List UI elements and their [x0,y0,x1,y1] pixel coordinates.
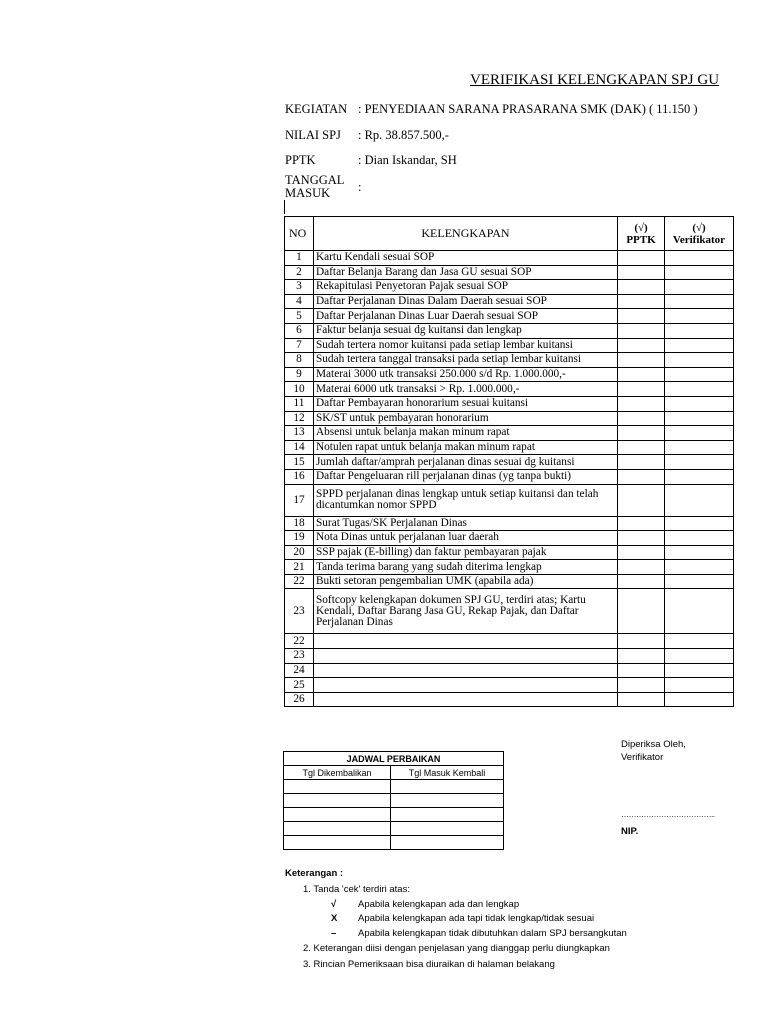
table-row [285,649,734,664]
row-number: 10 [285,382,314,397]
table-row [285,411,734,426]
row-number: 7 [285,338,314,353]
signature-dots: ……………………………….. [621,810,715,819]
verifikator-check-cell[interactable] [665,678,734,693]
jadwal-cell[interactable] [284,794,391,808]
table-row [285,338,734,353]
row-number: 12 [285,411,314,426]
table-row [285,469,734,484]
row-item-text: Daftar Perjalanan Dinas Dalam Daerah sesuai SOP [314,294,618,309]
pptk-check-cell[interactable] [618,426,665,441]
pptk-label: PPTK [285,153,316,167]
row-item-text: Faktur belanja sesuai dg kuitansi dan lengkap [314,323,618,338]
header-pptk-label: PPTK [626,233,656,246]
jadwal-cell[interactable] [391,794,504,808]
row-number: 17 [285,484,314,516]
pptk-check-cell[interactable] [618,353,665,368]
row-item-text [314,649,618,664]
table-row [285,678,734,693]
row-item-text: Daftar Belanja Barang dan Jasa GU sesuai SOP [314,265,618,280]
row-item-text: Daftar Pengeluaran rill perjalanan dinas (yg tanpa bukti) [314,469,618,484]
table-row [285,663,734,678]
row-item-text: Nota Dinas untuk perjalanan luar daerah [314,531,618,546]
row-number: 19 [285,531,314,546]
row-number: 23 [285,649,314,664]
jadwal-cell[interactable] [284,780,391,794]
row-item-text: Sudah tertera tanggal transaksi pada setiap lembar kuitansi [314,353,618,368]
row-number: 26 [285,692,314,707]
row-item-text: Daftar Pembayaran honorarium sesuai kuitansi [314,396,618,411]
table-row [285,265,734,280]
verifikator-check-cell[interactable] [665,516,734,531]
row-item-text: Daftar Perjalanan Dinas Luar Daerah sesuai SOP [314,309,618,324]
verifikator-check-cell[interactable] [665,649,734,664]
row-item-text [314,692,618,707]
pptk-check-cell[interactable] [618,516,665,531]
verifikator-check-cell[interactable] [665,396,734,411]
row-item-text [314,634,618,649]
verifikator-check-cell[interactable] [665,323,734,338]
jadwal-cell[interactable] [391,808,504,822]
verifikator-check-cell[interactable] [665,545,734,560]
pptk-check-cell[interactable] [618,411,665,426]
pptk-check-cell[interactable] [618,560,665,575]
pptk-check-cell[interactable] [618,574,665,589]
check-symbol: √ [331,899,337,910]
jadwal-cell[interactable] [391,780,504,794]
verifikator-check-cell[interactable] [665,692,734,707]
kegiatan-label: KEGIATAN [285,102,348,116]
table-row [285,589,734,634]
verifikator-check-cell[interactable] [665,265,734,280]
tanggal-value: : [358,180,362,194]
pptk-check-cell[interactable] [618,692,665,707]
row-item-text: SK/ST untuk pembayaran honorarium [314,411,618,426]
pptk-check-cell[interactable] [618,484,665,516]
pptk-check-cell[interactable] [618,678,665,693]
row-item-text: Jumlah daftar/amprah perjalanan dinas sesuai dg kuitansi [314,455,618,470]
table-row [285,560,734,575]
row-number: 23 [285,589,314,634]
table-row [285,574,734,589]
verifikator-check-cell[interactable] [665,574,734,589]
pptk-check-cell[interactable] [618,440,665,455]
jadwal-col-dikembalikan: Tgl Dikembalikan [284,766,391,780]
row-number: 8 [285,353,314,368]
row-item-text: Rekapitulasi Penyetoran Pajak sesuai SOP [314,280,618,295]
table-row [285,634,734,649]
jadwal-perbaikan-table [283,751,504,850]
verifikator-check-cell[interactable] [665,382,734,397]
verifikator-check-cell[interactable] [665,440,734,455]
row-number: 6 [285,323,314,338]
jadwal-cell[interactable] [284,836,391,850]
verifikator-check-cell[interactable] [665,531,734,546]
row-item-text: Sudah tertera nomor kuitansi pada setiap lembar kuitansi [314,338,618,353]
verifikator-label: Verifikator [621,752,664,763]
row-number: 24 [285,663,314,678]
pptk-check-cell[interactable] [618,367,665,382]
verifikator-check-cell[interactable] [665,469,734,484]
row-number: 13 [285,426,314,441]
keterangan-heading: Keterangan : [285,868,344,879]
row-item-text: SSP pajak (E-billing) dan faktur pembayaran pajak [314,545,618,560]
row-item-text: Notulen rapat untuk belanja makan minum rapat [314,440,618,455]
verifikator-check-cell[interactable] [665,589,734,634]
pptk-check-cell[interactable] [618,634,665,649]
kegiatan-value: : PENYEDIAAN SARANA PRASARANA SMK (DAK) ( 11.150 ) [358,102,698,116]
note-item-1: 1. Tanda 'cek' terdiri atas: [303,884,410,895]
note-sub-cross: Apabila kelengkapan ada tapi tidak lengkap/tidak sesuai [358,913,595,924]
row-item-text: Materai 6000 utk transaksi > Rp. 1.000.000,- [314,382,618,397]
note-sub-check: Apabila kelengkapan ada dan lengkap [358,899,520,910]
note-item-3: 3. Rincian Pemeriksaan bisa diuraikan di halaman belakang [303,959,555,970]
table-row [285,309,734,324]
row-item-text: Bukti setoran pengembalian UMK (apabila ada) [314,574,618,589]
verifikator-check-cell[interactable] [665,484,734,516]
table-row [285,353,734,368]
jadwal-col-masuk-kembali: Tgl Masuk Kembali [391,766,504,780]
jadwal-title: JADWAL PERBAIKAN [284,752,504,766]
pptk-check-cell[interactable] [618,265,665,280]
tanggal-label-line2: MASUK [285,186,331,200]
pptk-check-cell[interactable] [618,589,665,634]
pptk-check-cell[interactable] [618,338,665,353]
pptk-check-cell[interactable] [618,663,665,678]
margin-line [284,200,285,214]
row-number: 11 [285,396,314,411]
header-kelengkapan: KELENGKAPAN [314,217,618,251]
row-number: 22 [285,574,314,589]
table-row [285,251,734,266]
header-verifikator [665,217,734,251]
verifikator-check-cell[interactable] [665,455,734,470]
verifikator-check-cell[interactable] [665,411,734,426]
row-number: 4 [285,294,314,309]
table-row [285,531,734,546]
row-number: 3 [285,280,314,295]
verifikator-check-cell[interactable] [665,560,734,575]
jadwal-cell[interactable] [284,822,391,836]
pptk-check-cell[interactable] [618,280,665,295]
diperiksa-oleh: Diperiksa Oleh, [621,739,686,750]
row-number: 14 [285,440,314,455]
verifikator-check-cell[interactable] [665,309,734,324]
nilai-spj-label: NILAI SPJ [285,128,341,142]
verifikator-check-cell[interactable] [665,426,734,441]
pptk-check-cell[interactable] [618,309,665,324]
pptk-check-cell[interactable] [618,649,665,664]
nip-label: NIP. [621,826,639,837]
verifikator-check-cell[interactable] [665,353,734,368]
note-sub-dash: Apabila kelengkapan tidak dibutuhkan dalam SPJ bersangkutan [358,928,627,939]
checklist-table [284,216,734,707]
pptk-check-cell[interactable] [618,469,665,484]
table-row [285,323,734,338]
row-number: 1 [285,251,314,266]
table-row [285,484,734,516]
pptk-check-cell[interactable] [618,251,665,266]
tanggal-label-line1: TANGGAL [285,173,345,187]
pptk-check-cell[interactable] [618,396,665,411]
table-row [285,426,734,441]
pptk-check-cell[interactable] [618,323,665,338]
jadwal-cell[interactable] [391,836,504,850]
row-number: 25 [285,678,314,693]
pptk-check-cell[interactable] [618,382,665,397]
pptk-check-cell[interactable] [618,545,665,560]
pptk-check-cell[interactable] [618,531,665,546]
verifikator-check-cell[interactable] [665,251,734,266]
row-number: 5 [285,309,314,324]
header-verifikator-label: Verifikator [672,233,726,246]
jadwal-cell[interactable] [284,808,391,822]
row-item-text [314,663,618,678]
header-no: NO [285,217,314,251]
table-row [285,516,734,531]
row-item-text: Absensi untuk belanja makan minum rapat [314,426,618,441]
row-number: 9 [285,367,314,382]
row-number: 16 [285,469,314,484]
header-pptk [618,217,665,251]
table-row [285,455,734,470]
document-title: VERIFIKASI KELENGKAPAN SPJ GU [470,72,720,88]
pptk-check-cell[interactable] [618,455,665,470]
row-item-text: Surat Tugas/SK Perjalanan Dinas [314,516,618,531]
table-row [285,545,734,560]
row-item-text: Kartu Kendali sesuai SOP [314,251,618,266]
verifikator-check-cell[interactable] [665,280,734,295]
row-item-text: Softcopy kelengkapan dokumen SPJ GU, terdiri atas; Kartu Kendali, Daftar Barang Jasa GU, Rekap Pajak, dan Daftar Perjalanan Dinas [314,589,618,634]
table-row [285,294,734,309]
table-row [285,280,734,295]
row-number: 21 [285,560,314,575]
cross-symbol: X [331,913,338,924]
verifikator-check-cell[interactable] [665,634,734,649]
pptk-value: : Dian Iskandar, SH [358,153,457,167]
jadwal-cell[interactable] [391,822,504,836]
row-item-text: Tanda terima barang yang sudah diterima lengkap [314,560,618,575]
verifikator-check-cell[interactable] [665,663,734,678]
header-verifikator-mark: (√) [692,221,706,234]
nilai-spj-value: : Rp. 38.857.500,- [358,128,449,142]
row-item-text [314,678,618,693]
table-header-row [285,217,734,251]
row-item-text: SPPD perjalanan dinas lengkap untuk setiap kuitansi dan telah dicantumkan nomor SPPD [314,484,618,516]
verifikator-check-cell[interactable] [665,338,734,353]
header-pptk-mark: (√) [634,221,648,234]
verifikator-check-cell[interactable] [665,294,734,309]
pptk-check-cell[interactable] [618,294,665,309]
row-number: 15 [285,455,314,470]
row-number: 20 [285,545,314,560]
row-item-text: Materai 3000 utk transaksi 250.000 s/d Rp. 1.000.000,- [314,367,618,382]
table-row [285,396,734,411]
dash-symbol: – [331,928,337,939]
row-number: 2 [285,265,314,280]
table-row [285,382,734,397]
verifikator-check-cell[interactable] [665,367,734,382]
table-row [285,367,734,382]
table-row [285,440,734,455]
table-row [285,692,734,707]
row-number: 22 [285,634,314,649]
note-item-2: 2. Keterangan diisi dengan penjelasan yang dianggap perlu diungkapkan [303,943,610,954]
row-number: 18 [285,516,314,531]
